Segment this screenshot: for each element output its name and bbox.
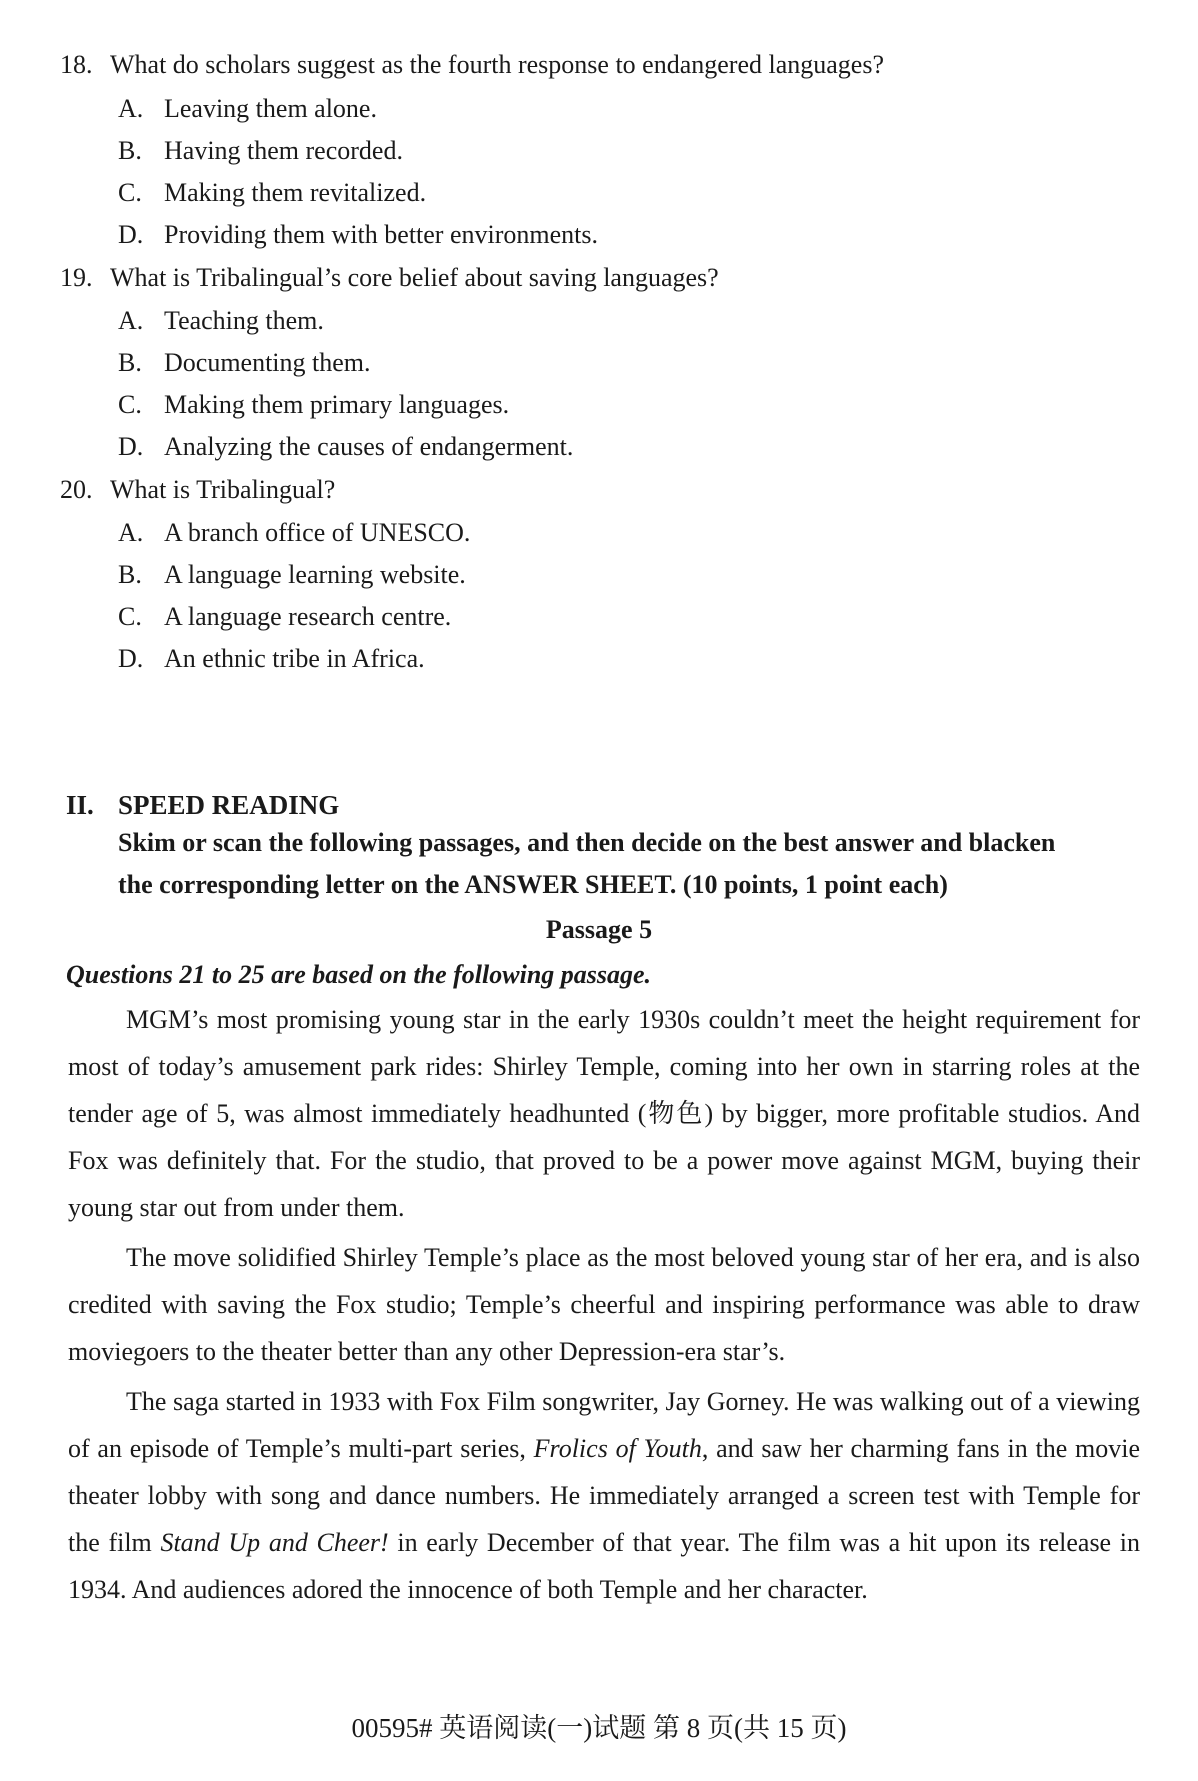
option-text: Leaving them alone.: [164, 94, 377, 123]
option-text: Analyzing the causes of endangerment.: [164, 432, 574, 461]
option-letter: A.: [118, 518, 144, 547]
paragraph-text: The move solidified Shirley Temple’s place as the most beloved young star of her era, and is also credited with saving the Fox studio; Temple’s cheerful and inspiring performance was able to draw moviegoers to the theater better than any other Depression-era star’s.: [68, 1243, 1140, 1366]
section-title: SPEED READING: [118, 790, 340, 820]
option-letter: D.: [118, 220, 144, 249]
section-instructions-line-1: Skim or scan the following passages, and then decide on the best answer and blacken: [118, 828, 1056, 857]
option-18b: [118, 136, 403, 166]
question-18: [60, 50, 884, 80]
option-19c: [118, 390, 509, 420]
paragraph-text: in early December of that year. The film was a hit upon its release in 1934. And audiences adored the innocence of both Temple and her character.: [68, 1528, 1141, 1604]
passage-paragraph-2: [68, 1234, 1140, 1375]
option-19d: [118, 432, 573, 462]
section-instructions-line-2: the corresponding letter on the ANSWER SHEET. (10 points, 1 point each): [118, 870, 948, 899]
section-number: II.: [66, 790, 94, 820]
option-text: Providing them with better environments.: [164, 220, 598, 249]
option-19a: [118, 306, 324, 336]
question-number: 19.: [60, 263, 93, 292]
passage-title: Passage 5: [545, 915, 653, 944]
paragraph-text: The saga started in 1933 with Fox Film songwriter, Jay Gorney. He was walking out of a viewing of an episode of Temple’s multi-part series,: [68, 1387, 1140, 1463]
film-title-stand-up: Stand Up and Cheer!: [160, 1528, 389, 1557]
option-text: Documenting them.: [164, 348, 371, 377]
film-title-frolics: Frolics of Youth: [533, 1434, 702, 1463]
option-letter: D.: [118, 644, 144, 673]
page-footer: 00595# 英语阅读(一)试题 第 8 页(共 15 页): [351, 1713, 847, 1743]
option-20a: [118, 518, 470, 548]
option-18a: [118, 94, 377, 124]
option-letter: C.: [118, 390, 142, 419]
option-text: A branch office of UNESCO.: [164, 518, 471, 547]
question-number: 18.: [60, 50, 93, 79]
option-18d: [118, 220, 598, 250]
question-number: 20.: [60, 475, 93, 504]
option-letter: C.: [118, 178, 142, 207]
option-20b: [118, 560, 466, 590]
option-letter: B.: [118, 348, 142, 377]
question-text: What do scholars suggest as the fourth response to endangered languages?: [110, 50, 884, 79]
option-text: A language research centre.: [164, 602, 452, 631]
option-20d: [118, 644, 425, 674]
option-letter: B.: [118, 136, 142, 165]
paragraph-text: MGM’s most promising young star in the early 1930s couldn’t meet the height requirement for most of today’s amusement park rides: Shirley Temple, coming into her own in starring roles at the tender age of 5, was almost immediately headhunted (物色) by bigger, more profitable studios. And Fox was definitely that. For the studio, that proved to be a power move against MGM, buying their young star out from under them.: [68, 1005, 1140, 1222]
question-20: [60, 475, 335, 505]
option-19b: [118, 348, 371, 378]
option-letter: A.: [118, 306, 144, 335]
option-letter: A.: [118, 94, 144, 123]
option-letter: C.: [118, 602, 142, 631]
option-letter: D.: [118, 432, 144, 461]
option-18c: [118, 178, 426, 208]
option-text: An ethnic tribe in Africa.: [164, 644, 425, 673]
passage-paragraph-1: [68, 996, 1140, 1231]
option-text: Making them primary languages.: [164, 390, 510, 419]
questions-note: Questions 21 to 25 are based on the following passage.: [66, 960, 652, 989]
option-text: Teaching them.: [164, 306, 324, 335]
option-text: Making them revitalized.: [164, 178, 427, 207]
question-text: What is Tribalingual?: [110, 475, 336, 504]
paragraph-text: , and saw her charming fans in the movie theater lobby with song and dance numbers. He immediately arranged a screen test with Temple for the film: [68, 1434, 1140, 1557]
option-text: A language learning website.: [164, 560, 466, 589]
option-letter: B.: [118, 560, 142, 589]
passage-paragraph-3: [68, 1378, 1140, 1613]
option-20c: [118, 602, 451, 632]
question-text: What is Tribalingual’s core belief about saving languages?: [110, 263, 719, 292]
option-text: Having them recorded.: [164, 136, 403, 165]
section-heading: [66, 790, 339, 821]
question-19: [60, 263, 719, 293]
